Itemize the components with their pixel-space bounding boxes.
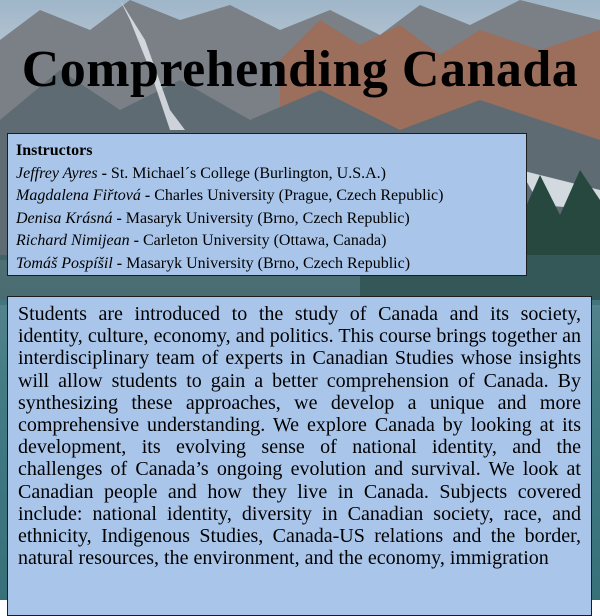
instructor-name: Denisa Krásná xyxy=(16,209,113,227)
instructor-row: Jeffrey Ayres - St. Michael´s College (Burlington, U.S.A.) xyxy=(16,164,387,182)
course-description-panel xyxy=(7,296,592,616)
instructor-row: Tomáš Pospíšil - Masaryk University (Brno, Czech Republic) xyxy=(16,254,411,272)
instructor-name: Richard Nimijean xyxy=(16,232,130,249)
instructor-affiliation: St. Michael´s College (Burlington, U.S.A.) xyxy=(110,164,387,182)
instructor-name: Jeffrey Ayres xyxy=(16,164,98,182)
instructor-affiliation: Charles University (Prague, Czech Republic) xyxy=(154,187,444,204)
instructor-row: Denisa Krásná - Masaryk University (Brno, Czech Republic) xyxy=(16,209,410,227)
instructor-name: Magdalena Fiřtová xyxy=(16,187,141,204)
instructor-affiliation: Masaryk University (Brno, Czech Republic) xyxy=(125,209,410,227)
instructor-affiliation: Masaryk University (Brno, Czech Republic) xyxy=(126,254,411,272)
course-description: Students are introduced to the study of Canada and its society, identity, culture, economy, and politics. This course brings together an interdisciplinary team of experts in Canadian Studies whose insights will allow students to gain a better comprehension of Canada. By synthesizing these approaches, we develop a unique and more comprehensive understanding. We explore Canada by looking at its development, its evolving sense of national identity, and the challenges of Canada’s ongoing evolution and survival. We look at Canadian people and how they live in Canada. Subjects covered include: national identity, diversity in Canadian society, race, and ethnicity, Indigenous Studies, Canada-US relations and the border, natural resources, the environment, and the economy, immigration xyxy=(18,303,581,570)
instructors-panel xyxy=(7,133,527,276)
instructor-row: Magdalena Fiřtová - Charles University (Prague, Czech Republic) xyxy=(16,187,444,204)
page-title: Comprehending Canada xyxy=(21,41,579,98)
instructor-name: Tomáš Pospíšil xyxy=(16,254,113,272)
instructors-heading: Instructors xyxy=(16,142,93,159)
instructor-row: Richard Nimijean - Carleton University (Ottawa, Canada) xyxy=(16,232,387,249)
instructor-affiliation: Carleton University (Ottawa, Canada) xyxy=(142,232,387,249)
